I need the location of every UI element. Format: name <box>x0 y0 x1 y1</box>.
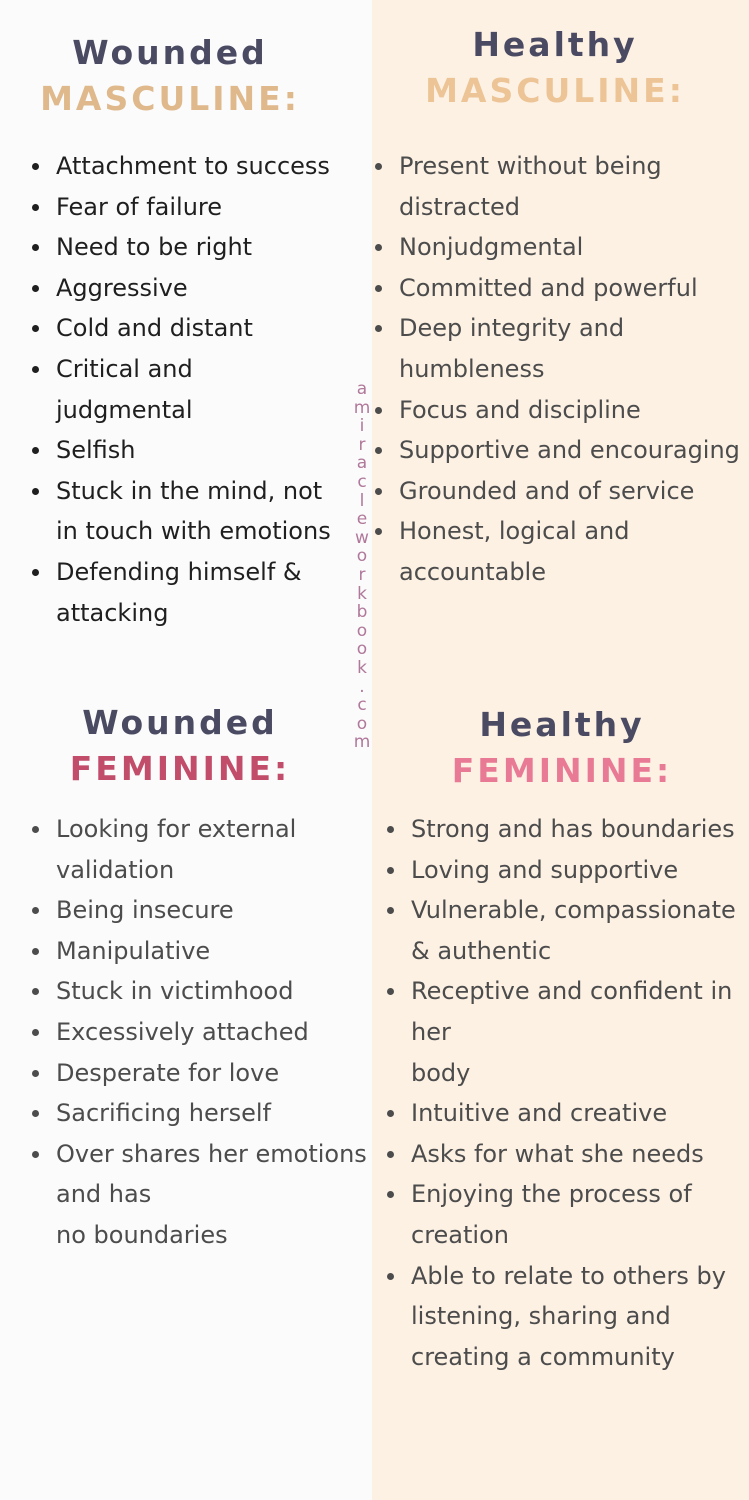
list-item: Defending himself & attacking <box>32 552 352 633</box>
list-item: Nonjudgmental <box>375 227 747 268</box>
list-item: Deep integrity and humbleness <box>375 308 747 389</box>
list-item: Over shares her emotions and has no boundaries <box>32 1134 368 1256</box>
healthy-feminine-title-line2: FEMININE: <box>451 751 673 790</box>
list-item: Sacrificing herself <box>32 1093 368 1134</box>
list-item: Grounded and of service <box>375 471 747 512</box>
list-item: Supportive and encouraging <box>375 430 747 471</box>
list-item: Excessively attached <box>32 1012 368 1053</box>
list-item: Able to relate to others by listening, sharing and creating a community <box>387 1256 747 1378</box>
list-item: Present without being distracted <box>375 146 747 227</box>
healthy-masculine-list <box>375 146 747 593</box>
wounded-feminine-title-line1: Wounded <box>82 703 278 742</box>
watermark-vertical-text: a m i r a c l e w o r k b o o k . c o m <box>353 379 371 753</box>
list-item: Being insecure <box>32 890 368 931</box>
healthy-masculine-title-line2: MASCULINE: <box>425 71 685 110</box>
list-item: Attachment to success <box>32 146 352 187</box>
list-item: Selfish <box>32 430 352 471</box>
wounded-masculine-title-line1: Wounded <box>72 33 268 72</box>
list-item: Focus and discipline <box>375 390 747 431</box>
healthy-masculine-heading <box>405 22 705 114</box>
list-item: Aggressive <box>32 268 352 309</box>
healthy-feminine-heading <box>412 702 712 794</box>
list-item: Critical and judgmental <box>32 349 352 430</box>
wounded-masculine-title-line2: MASCULINE: <box>40 79 300 118</box>
list-item: Strong and has boundaries <box>387 809 747 850</box>
list-item: Intuitive and creative <box>387 1093 747 1134</box>
wounded-feminine-heading <box>30 700 330 792</box>
list-item: Fear of failure <box>32 187 352 228</box>
wounded-masculine-heading <box>20 30 320 122</box>
list-item: Desperate for love <box>32 1053 368 1094</box>
list-item: Enjoying the process of creation <box>387 1174 747 1255</box>
list-item: Vulnerable, compassionate & authentic <box>387 890 747 971</box>
healthy-masculine-title-line1: Healthy <box>472 25 638 64</box>
wounded-feminine-list <box>32 809 368 1256</box>
wounded-feminine-title-line2: FEMININE: <box>69 749 291 788</box>
list-item: Loving and supportive <box>387 850 747 891</box>
list-item: Stuck in the mind, not in touch with emotions <box>32 471 352 552</box>
list-item: Asks for what she needs <box>387 1134 747 1175</box>
list-item: Committed and powerful <box>375 268 747 309</box>
list-item: Honest, logical and accountable <box>375 511 747 592</box>
healthy-feminine-title-line1: Healthy <box>479 705 645 744</box>
wounded-masculine-list <box>32 146 352 633</box>
list-item: Manipulative <box>32 931 368 972</box>
healthy-feminine-list <box>387 809 747 1377</box>
list-item: Cold and distant <box>32 308 352 349</box>
list-item: Stuck in victimhood <box>32 971 368 1012</box>
list-item: Looking for external validation <box>32 809 368 890</box>
list-item: Need to be right <box>32 227 352 268</box>
list-item: Receptive and confident in her body <box>387 971 747 1093</box>
